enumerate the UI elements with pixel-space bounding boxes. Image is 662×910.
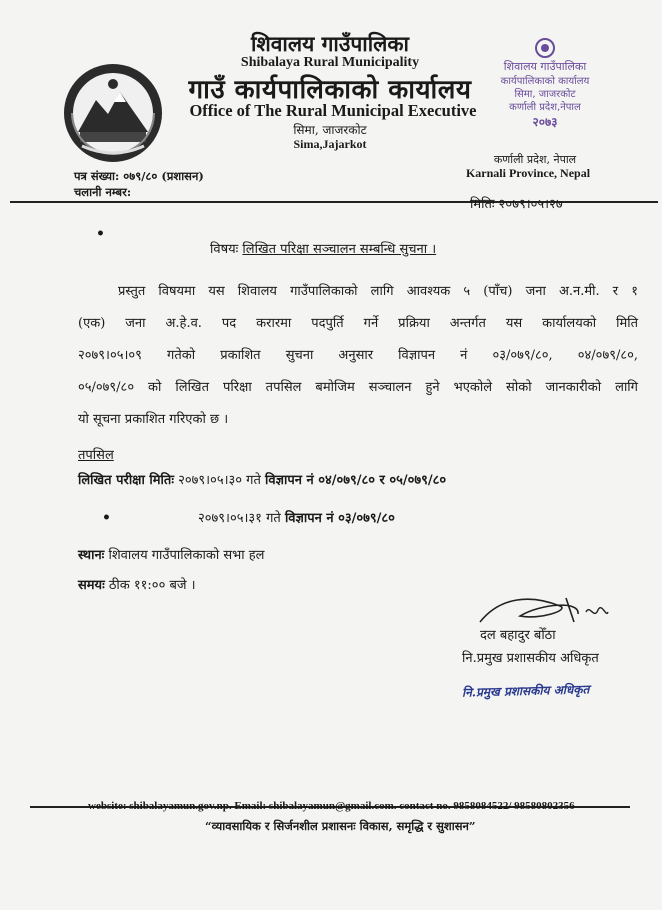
dispatch-number: चलानी नम्बर: <box>74 185 132 199</box>
province-english: Karnali Province, Nepal <box>465 166 591 180</box>
official-stamp: नि.प्रमुख प्रशासकीय अधिकृत <box>461 682 590 700</box>
signatory-title: नि.प्रमुख प्रशासकीय अधिकृत <box>462 651 599 666</box>
footer-slogan: “व्यावसायिक र सिर्जनशील प्रशासनः विकास, समृद्धि र सुशासन” <box>205 819 476 833</box>
time-line <box>78 575 196 593</box>
venue-line <box>78 545 264 563</box>
venue-label: स्थानः <box>78 548 105 563</box>
footer-contact: website: shibalayamun.gov.np. Email: shibalayamun@gmail.com. contact no. 9858084522/ 98580802356 <box>88 800 575 812</box>
exam-schedule-2 <box>198 508 395 526</box>
body-line: प्रस्तुत विषयमा यस शिवालय गाउँपालिकाको लागि आवश्यक ५ (पाँच) जना अ.न.मी. र १ <box>118 284 638 299</box>
location-nepali: सिमा, जाजरकोट <box>293 123 367 137</box>
seal-line-4: कर्णाली प्रदेश,नेपाल <box>509 102 581 113</box>
exam-label: लिखित परीक्षा मितिः <box>78 473 174 488</box>
subject-label: विषयः <box>210 242 239 257</box>
office-name-english: Office of The Rural Municipal Executive <box>189 101 477 120</box>
subject-text: लिखित परिक्षा सञ्चालन सम्बन्धि सुचना । <box>242 242 437 257</box>
exam2-advert: विज्ञापन नं ०३/०७९/८० <box>284 511 395 526</box>
exam2-date: २०७९।०५।३१ गते <box>198 511 281 526</box>
office-name-nepali: गाउँ कार्यपालिकाको कार्यालय <box>188 75 472 105</box>
signatory-name: दल बहादुर बोँठा <box>480 628 556 643</box>
schedule-heading: तपसिल <box>78 448 114 463</box>
seal-line-1: शिवालय गाउँपालिका <box>503 60 587 73</box>
subject-line <box>210 239 510 257</box>
seal-year: २०७३ <box>532 115 558 129</box>
location-english: Sima,Jajarkot <box>293 137 367 151</box>
letter-number: पत्र संख्या: ०७९/८० (प्रशासन) <box>74 169 204 183</box>
body-line: २०७९।०५।०९ गतेको प्रकाशित सुचना अनुसार विज्ञापन नं ०३/०७९/८०, ०४/०७९/८०, <box>78 348 638 363</box>
body-line: ०५/०७९/८० को लिखित परिक्षा तपसिल बमोजिम सञ्चालन हुने भएकोले सोको जानकारीको लागि <box>78 380 638 395</box>
body-line: यो सूचना प्रकाशित गरिएको छ । <box>78 412 229 427</box>
exam1-advert: विज्ञापन नं ०४/०७९/८० र ०५/०७९/८० <box>265 473 447 488</box>
time-value: ठीक ११:०० बजे । <box>108 578 196 593</box>
exam1-date: २०७९।०५।३० गते <box>178 473 261 488</box>
letter-date: मितिः २०७९।०५।२७ <box>470 197 563 212</box>
body-paragraph <box>78 276 638 436</box>
seal-line-2: कार्यपालिकाको कार्यालय <box>500 76 590 87</box>
exam-schedule-1 <box>78 470 446 488</box>
bullet-mark: • <box>102 510 111 526</box>
venue-value: शिवालय गाउँपालिकाको सभा हल <box>108 548 265 563</box>
office-seal-icon <box>488 32 602 132</box>
municipality-name-nepali: शिवालय गाउँपालिका <box>251 31 409 56</box>
time-label: समयः <box>78 578 105 593</box>
seal-line-3: सिमा, जाजरकोट <box>514 89 576 100</box>
bullet-mark: • <box>96 226 105 242</box>
nepal-emblem-icon <box>62 62 164 164</box>
province-nepali: कर्णाली प्रदेश, नेपाल <box>493 153 577 166</box>
municipality-name-english: Shibalaya Rural Municipality <box>240 55 420 70</box>
body-line: (एक) जना अ.हे.व. पद करारमा पदपुर्ति गर्ने प्रक्रिया अन्तर्गत यस कार्यालयको मिति <box>78 316 638 331</box>
